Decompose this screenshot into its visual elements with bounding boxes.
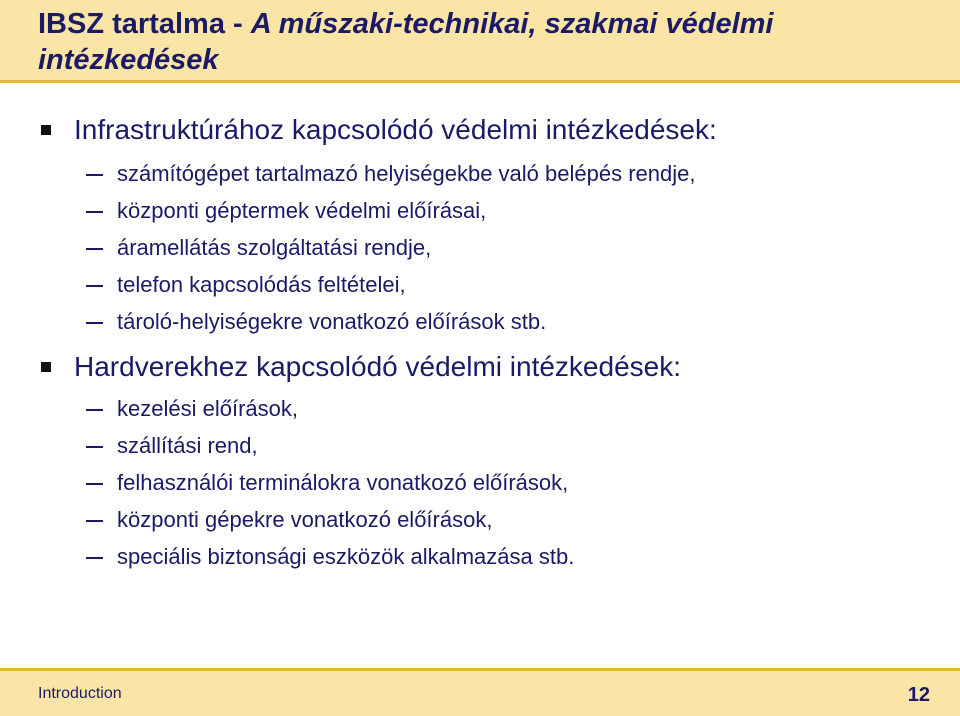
sub-bullet-item bbox=[0, 390, 960, 426]
bullet-heading: Infrastruktúrához kapcsolódó védelmi intézkedések: bbox=[74, 114, 717, 145]
dash-bullet-icon bbox=[86, 174, 103, 176]
footer-section-label: Introduction bbox=[38, 685, 122, 702]
sub-bullet-item bbox=[0, 427, 960, 463]
dash-bullet-icon bbox=[86, 211, 103, 213]
sub-bullet-text: kezelési előírások, bbox=[117, 396, 298, 421]
bullet-item-hardware bbox=[0, 347, 960, 387]
sub-bullet-text: áramellátás szolgáltatási rendje, bbox=[117, 235, 432, 260]
footer-bar bbox=[0, 671, 960, 716]
sub-bullet-text: telefon kapcsolódás feltételei, bbox=[117, 272, 406, 297]
dash-bullet-icon bbox=[86, 483, 103, 485]
dash-bullet-icon bbox=[86, 520, 103, 522]
sub-bullet-text: speciális biztonsági eszközök alkalmazása stb. bbox=[117, 544, 575, 569]
dash-bullet-icon bbox=[86, 285, 103, 287]
square-bullet-icon bbox=[41, 362, 51, 372]
slide-title-plain: IBSZ tartalma - bbox=[38, 8, 251, 40]
sub-bullet-text: szállítási rend, bbox=[117, 433, 258, 458]
sub-bullet-item bbox=[0, 464, 960, 500]
sub-bullet-text: központi gépekre vonatkozó előírások, bbox=[117, 507, 493, 532]
sub-bullet-item bbox=[0, 229, 960, 265]
sub-bullet-item bbox=[0, 192, 960, 228]
sub-bullet-text: számítógépet tartalmazó helyiségekbe való belépés rendje, bbox=[117, 161, 696, 186]
sub-bullet-text: felhasználói terminálokra vonatkozó előírások, bbox=[117, 470, 569, 495]
square-bullet-icon bbox=[41, 125, 51, 135]
slide-title-italic: A műszaki-technikai, szakmai védelmi intézkedések bbox=[38, 8, 774, 76]
bullet-heading: Hardverekhez kapcsolódó védelmi intézkedések: bbox=[74, 351, 681, 382]
sub-bullet-item bbox=[0, 538, 960, 574]
slide-title bbox=[38, 6, 938, 78]
dash-bullet-icon bbox=[86, 322, 103, 324]
page-number: 12 bbox=[907, 684, 930, 706]
dash-bullet-icon bbox=[86, 409, 103, 411]
title-divider bbox=[0, 80, 960, 83]
sub-bullet-item bbox=[0, 266, 960, 302]
sub-bullet-text: központi géptermek védelmi előírásai, bbox=[117, 198, 487, 223]
sub-bullet-item bbox=[0, 501, 960, 537]
sub-bullet-item bbox=[0, 303, 960, 339]
sub-bullet-text: tároló-helyiségekre vonatkozó előírások stb. bbox=[117, 309, 547, 334]
dash-bullet-icon bbox=[86, 557, 103, 559]
dash-bullet-icon bbox=[86, 248, 103, 250]
bullet-item-infrastructure bbox=[0, 110, 960, 150]
dash-bullet-icon bbox=[86, 446, 103, 448]
sub-bullet-item bbox=[0, 155, 960, 191]
